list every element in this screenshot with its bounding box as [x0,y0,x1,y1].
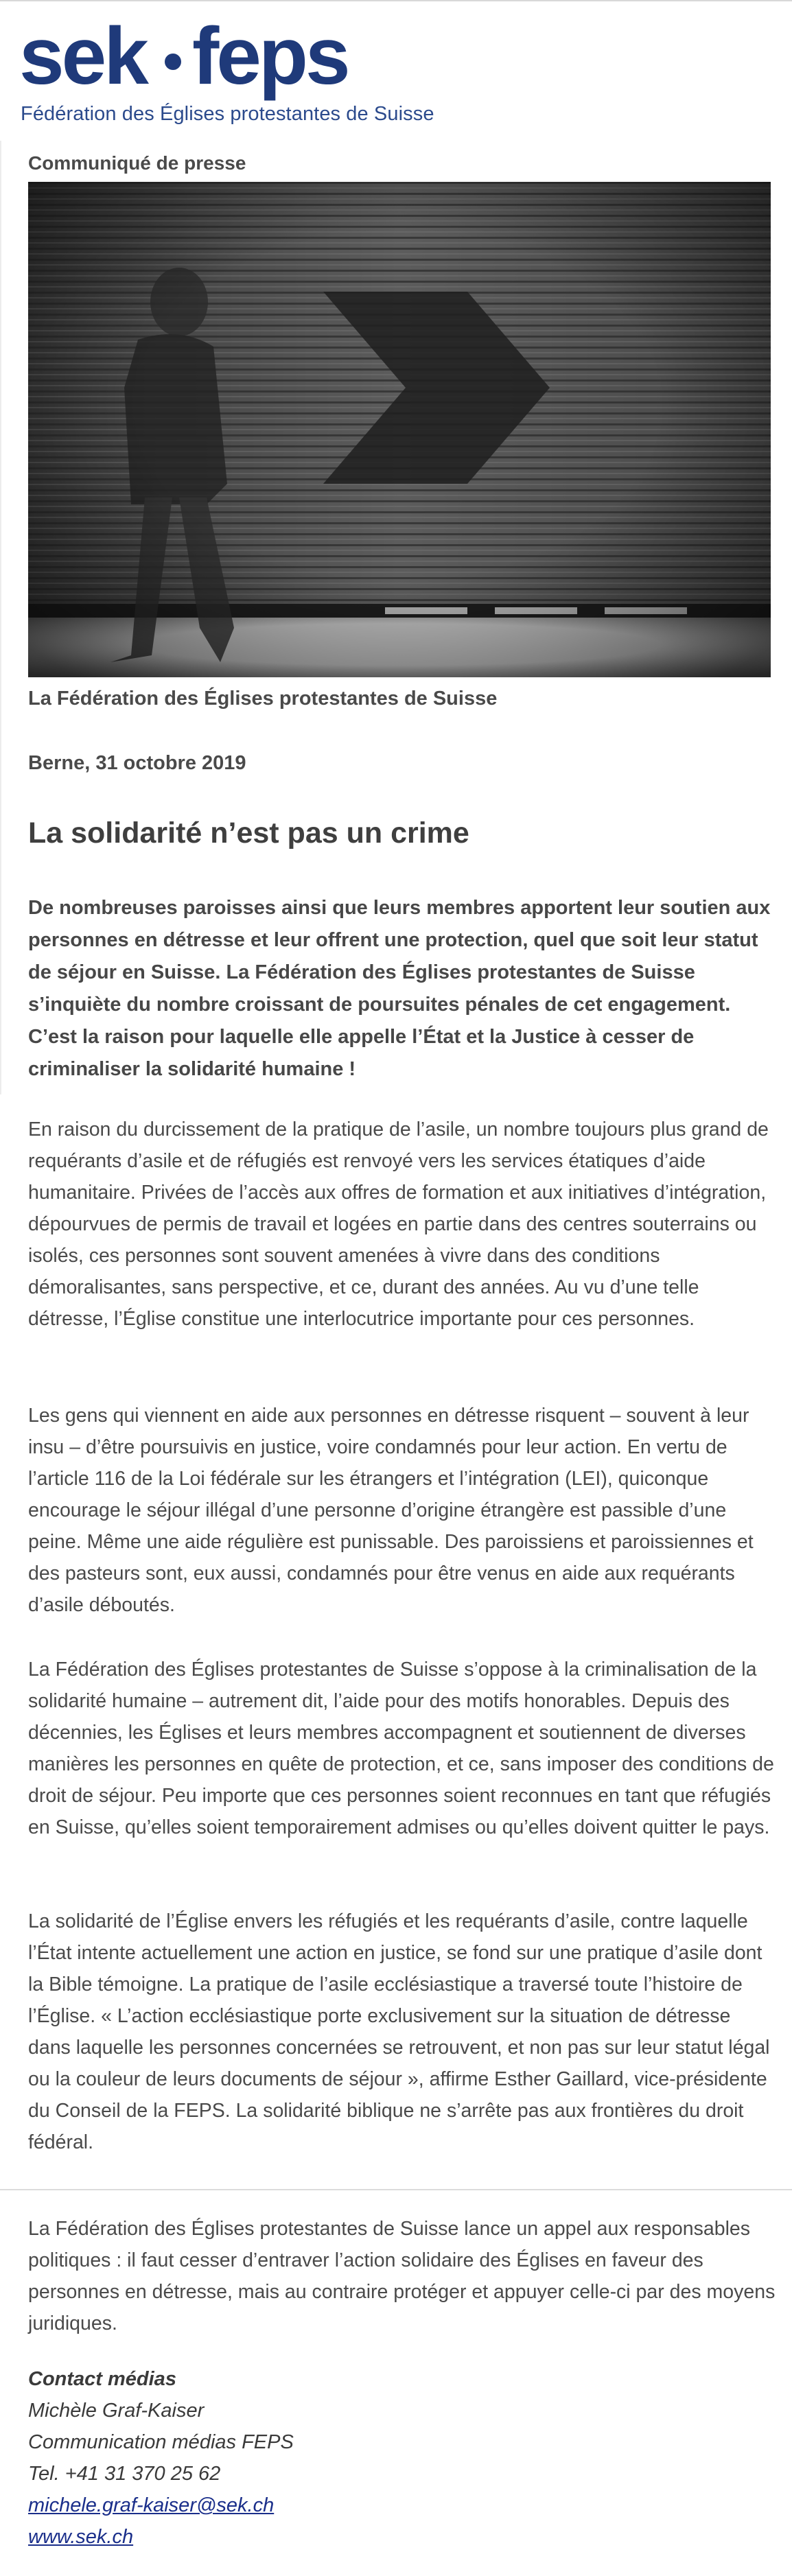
hero-photo [28,182,771,677]
logo-text-feps: feps [192,11,348,102]
body-paragraph: En raison du durcissement de la pratique de l’asile, un nombre toujours plus grand de requérants d’asile et de réfugiés est renvoyé vers les services étatiques d’aide humanitaire. Privées de l’accès aux offres de formation et aux initiatives d’intégration, dépourvues de permis de travail et logées en partie dans des centres souterrains ou isolés, ces personnes sont souvent amenées à vivre dans des conditions démoralisantes, sans perspective, et ce, durant des années. Au vu d’une telle détresse, l’Église constitue une interlocutrice importante pour ces personnes. [28,1119,769,1330]
organization-name: La Fédération des Églises protestantes de Suisse [28,688,498,710]
lead-paragraph: De nombreuses paroisses ainsi que leurs membres apportent leur soutien aux personnes en détresse et leur offrent une protection, quel que soit leur statut de séjour en Suisse. La Fédération des Églises protestantes de Suisse s’inquiète du nombre croissant de poursuites pénales de cet engagement. C’est la raison pour laquelle elle appelle l’État et la Justice à cesser de criminaliser la solidarité humaine ! [28,897,771,1080]
contact-phone: Tel. +41 31 370 25 62 [28,2463,221,2485]
contact-role: Communication médias FEPS [28,2431,294,2453]
closing-paragraph: La Fédération des Églises protestantes de Suisse lance un appel aux responsables politiques : il faut cesser d’entraver l’action solidaire des Églises en faveur des personnes en détresse, mais au contraire protéger et appuyer celle-ci par des moyens juridiques. [28,2218,776,2334]
logo-text-sek: sek [19,11,146,102]
body-paragraph: La solidarité de l’Église envers les réfugiés et les requérants d’asile, contre laquelle l’État intente actuellement une action en justice, se fond sur une pratique d’asile dont la Bible témoigne. La pratique de l’asile ecclésiastique a traversé toute l’histoire de l’Église. « L’action ecclésiastique porte exclusivement sur la situation de détresse dans laquelle les personnes concernées se retrouvent, et non pas sur leur statut légal ou la couleur de leurs documents de séjour », affirme Esther Gaillard, vice-présidente du Conseil de la FEPS. La solidarité biblique ne s’arrête pas aux frontières du droit fédéral. [28,1910,770,2153]
media-contact [28,2363,294,2553]
top-border [0,0,792,1]
logo-subtitle: Fédération des Églises protestantes de Suisse [21,103,434,125]
press-release-label: Communiqué de presse [28,152,246,174]
left-border [0,141,1,1094]
logo-dot-icon [165,54,181,70]
page-title: La solidarité n’est pas un crime [28,817,469,850]
body-paragraph: La Fédération des Églises protestantes de Suisse s’oppose à la criminalisation de la solidarité humaine – autrement dit, l’aide pour des motifs honorables. Depuis des décennies, les Églises et leurs membres accompagnent et soutiennent de diverses manières les personnes en quête de protection, et ce, sans imposer des conditions de droit de séjour. Peu importe que ces personnes soient reconnues en tant que réfugiés en Suisse, qu’elles soient temporairement admises ou qu’elles doivent quitter le pays. [28,1659,774,1838]
website-link[interactable]: www.sek.ch [28,2526,134,2548]
sek-feps-logo[interactable] [19,7,458,137]
contact-email-link[interactable]: michele.graf-kaiser@sek.ch [28,2494,275,2516]
dateline: Berne, 31 octobre 2019 [28,752,246,774]
contact-heading: Contact médias [28,2368,176,2390]
body-paragraph: Les gens qui viennent en aide aux personnes en détresse risquent – souvent à leur insu – d’être poursuivis en justice, voire condamnés pour leur action. En vertu de l’article 116 de la Loi fédérale sur les étrangers et l’intégration (LEI), quiconque encourage le séjour illégal d’une personne d’origine étrangère est passible d’une peine. Même une aide régulière est punissable. Des paroissiens et paroissiennes et des pasteurs sont, eux aussi, condamnés pour être venus en aide aux requérants d’asile déboutés. [28,1405,754,1616]
section-divider [0,2189,792,2190]
contact-name: Michèle Graf-Kaiser [28,2400,205,2422]
